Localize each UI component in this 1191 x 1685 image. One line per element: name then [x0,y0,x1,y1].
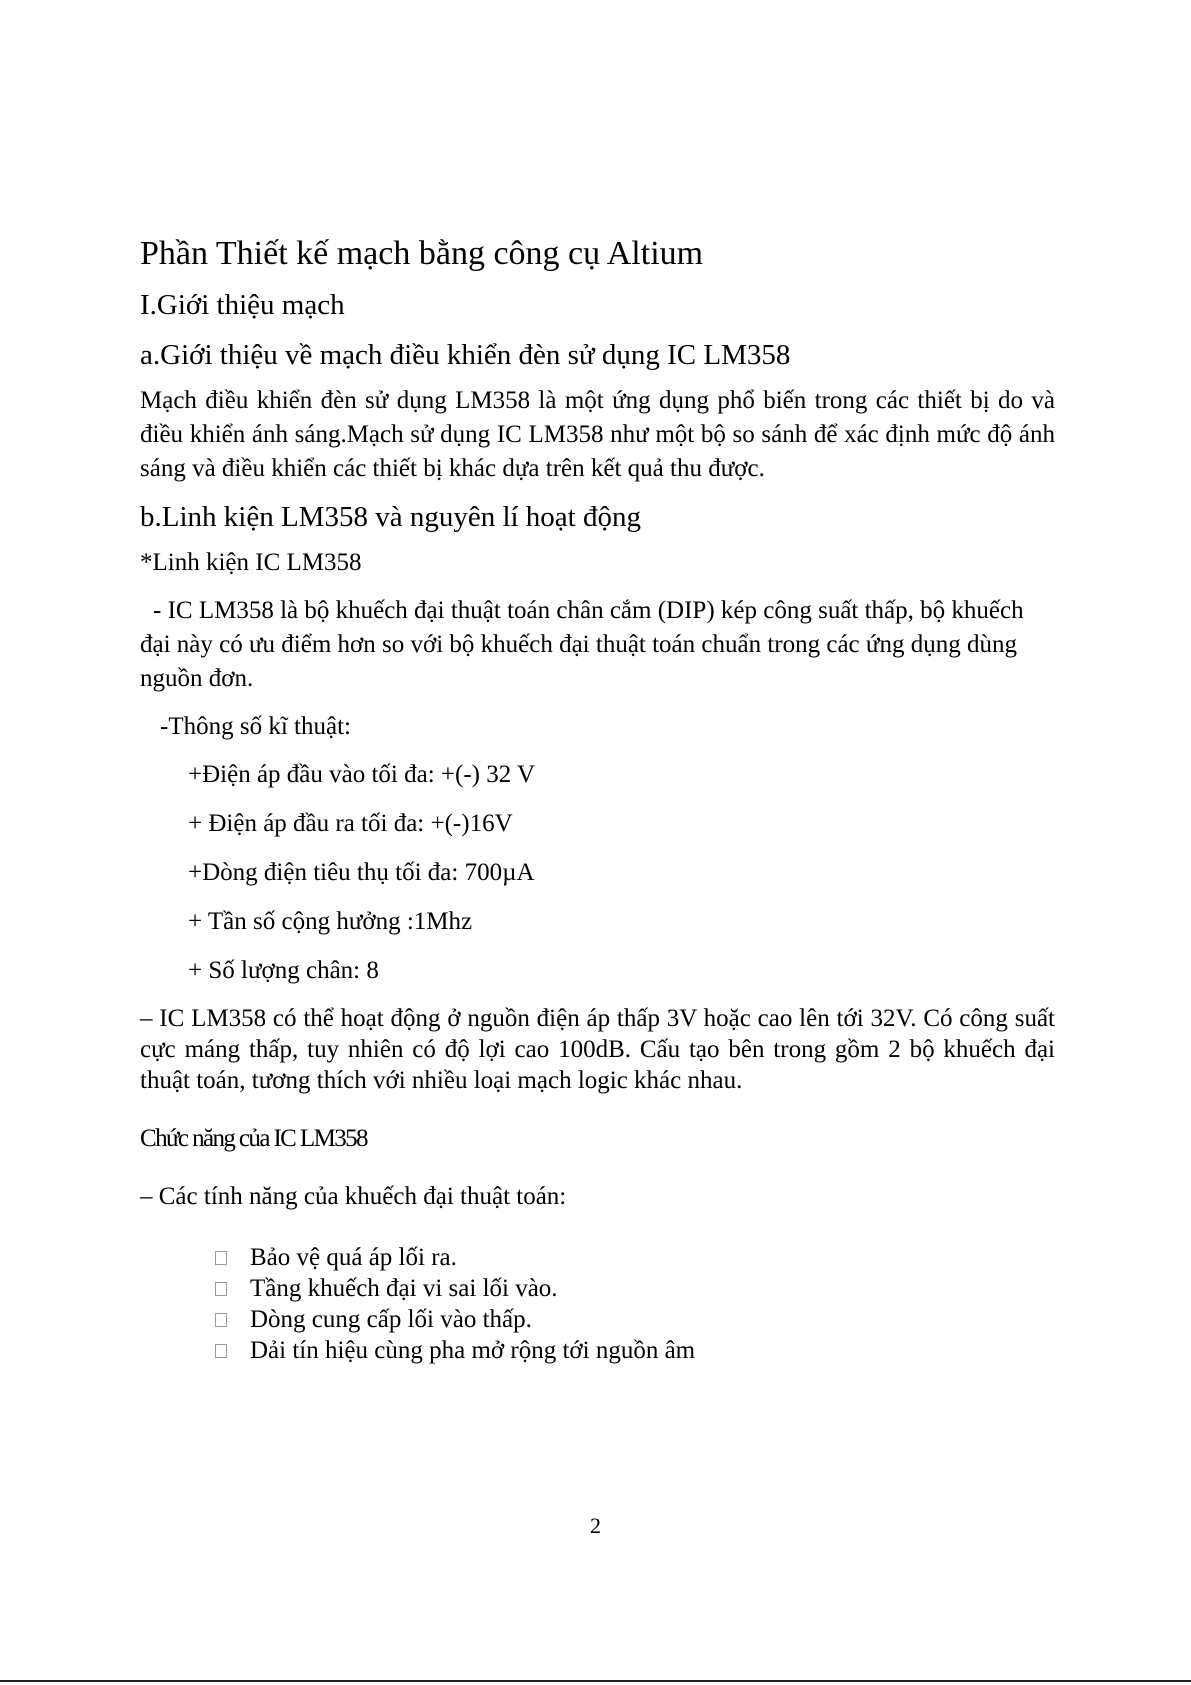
section-heading-intro: I.Giới thiệu mạch [140,289,345,321]
specs-label: -Thông số kĩ thuật: [160,713,351,740]
list-item [140,1335,1055,1366]
list-item-text: Bảo vệ quá áp lối ra. [250,1244,457,1271]
checkbox-bullet-icon [215,1313,227,1327]
checkbox-bullet-icon [215,1344,227,1358]
component-intro-paragraph: - IC LM358 là bộ khuếch đại thuật toán chân cắm (DIP) kép công suất thấp, bộ khuếch đại này có ưu điểm hơn so với bộ khuếch đại thuật toán chuẩn trong các ứng dụng dùng nguồn đơn. [140,597,1024,692]
spec-item: + Điện áp đầu ra tối đa: +(-)16V [188,810,513,837]
page-content [140,232,1055,1366]
features-title: – Các tính năng của khuếch đại thuật toán: [140,1183,567,1210]
list-item-text: Tầng khuếch đại vi sai lối vào. [250,1275,558,1302]
list-item-text: Dòng cung cấp lối vào thấp. [250,1306,532,1333]
spec-item: + Tần số cộng hưởng :1Mhz [188,908,473,935]
spec-item: +Dòng điện tiêu thụ tối đa: 700µA [188,859,535,886]
checkbox-bullet-icon [215,1282,227,1296]
features-list [140,1242,1055,1366]
bottom-divider [0,1680,1191,1682]
list-item-text: Dải tín hiệu cùng pha mở rộng tới nguồn âm [250,1337,696,1364]
spec-item: + Số lượng chân: 8 [188,957,379,984]
component-label: *Linh kiện IC LM358 [140,549,362,576]
list-item [140,1242,1055,1273]
checkbox-bullet-icon [215,1251,227,1265]
spec-item: +Điện áp đầu vào tối đa: +(-) 32 V [188,761,536,788]
subsection-heading-b: b.Linh kiện LM358 và nguyên lí hoạt động [140,501,641,533]
document-title: Phần Thiết kế mạch bằng công cụ Altium [140,235,704,272]
list-item [140,1304,1055,1335]
specs-list [140,758,1055,988]
page-number: 2 [590,1513,601,1538]
description-paragraph: – IC LM358 có thể hoạt động ở nguồn điện áp thấp 3V hoặc cao lên tới 32V. Có công suất cực máng thấp, tuy nhiên có độ lợi cao 100dB. Cấu tạo bên trong gồm 2 bộ khuếch đại thuật toán, tương thích với nhiều loại mạch logic khác nhau. [140,1005,1055,1094]
subsection-a-paragraph: Mạch điều khiển đèn sử dụng LM358 là một ứng dụng phổ biến trong các thiết bị do và điều khiển ánh sáng.Mạch sử dụng IC LM358 như một bộ so sánh để xác định mức độ ánh sáng và điều khiển các thiết bị khác dựa trên kết quả thu được. [140,387,1055,482]
function-heading: Chức năng của IC LM358 [140,1125,367,1152]
list-item [140,1273,1055,1304]
subsection-heading-a: a.Giới thiệu về mạch điều khiển đèn sử dụng IC LM358 [140,339,791,371]
